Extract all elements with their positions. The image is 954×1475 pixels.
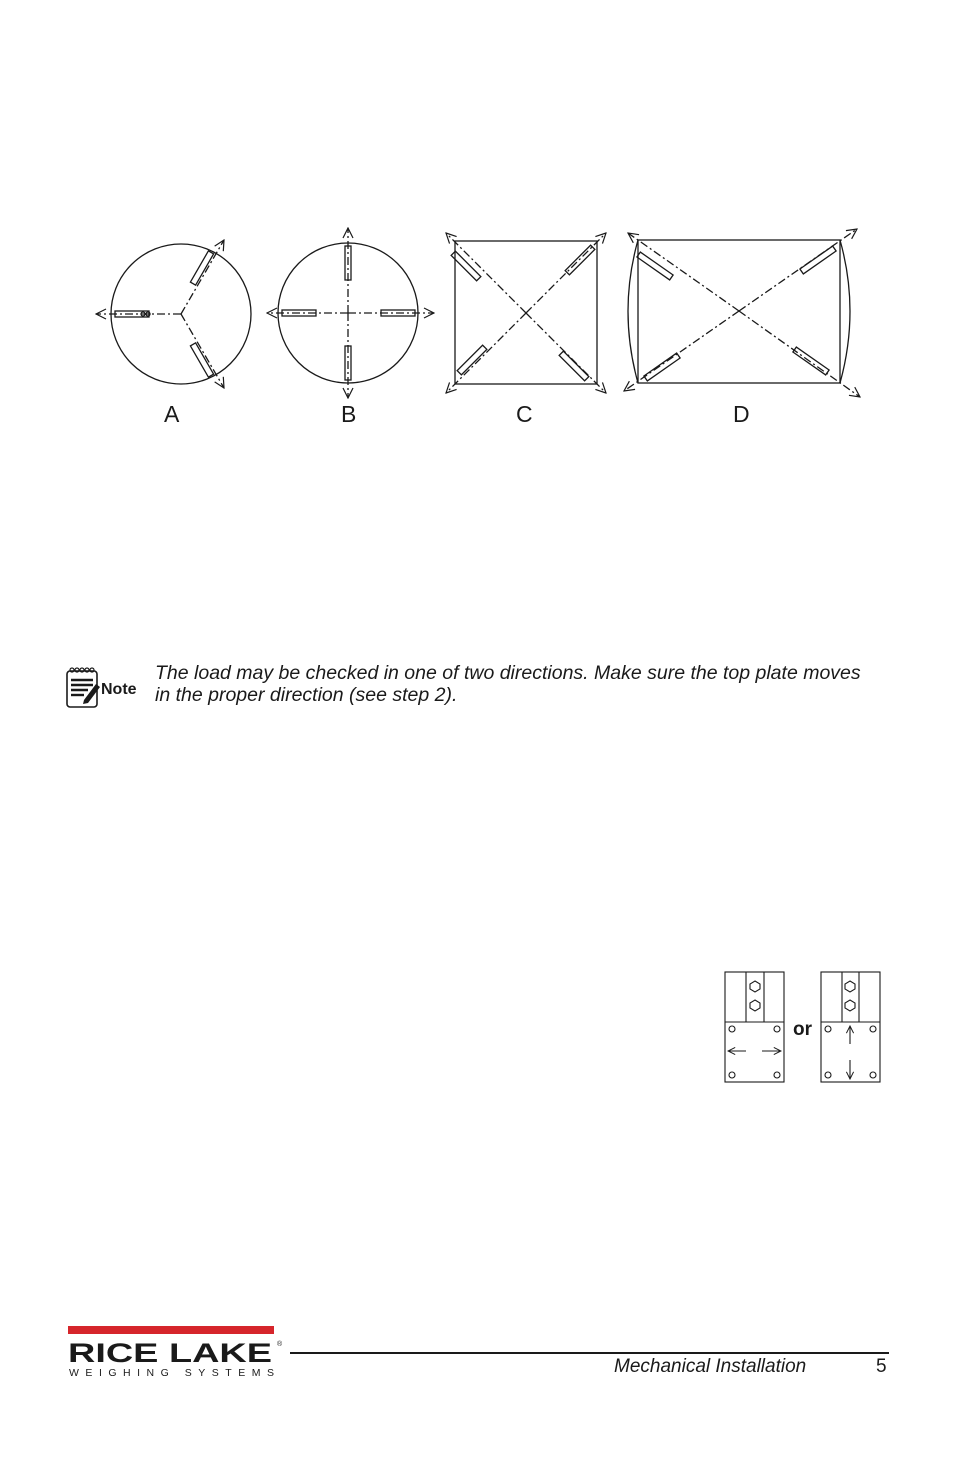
load-cell-d1: [637, 252, 673, 280]
logo-tagline: WEIGHING SYSTEMS: [69, 1367, 275, 1379]
footer-rule: [290, 1352, 889, 1354]
rice-lake-logo: [68, 1324, 283, 1380]
svg-text:®: ®: [277, 1341, 283, 1348]
plate-horizontal-movement: [725, 972, 784, 1082]
footer-page-number: 5: [876, 1356, 887, 1377]
layout-b-four-cell-circle: [267, 228, 434, 398]
note-text: The load may be checked in one of two directions. Make sure the top plate moves in the proper direction (see step 2).: [155, 662, 861, 706]
figure-label-b: B: [341, 401, 357, 427]
load-cell-a3: [190, 343, 213, 377]
top-plate-direction-figure: [720, 968, 890, 1088]
note-icon: [66, 666, 146, 710]
layout-d-rectangular-platform: [624, 229, 860, 397]
figure-label-c: C: [516, 401, 533, 427]
layout-a-three-cell-circle: [96, 240, 251, 388]
plate-vertical-movement: [821, 972, 880, 1082]
load-cell-d2: [800, 246, 836, 274]
logo-wordmark: RICE LAKE: [68, 1338, 272, 1368]
load-cell-c3: [457, 345, 487, 375]
load-cell-c2: [565, 245, 595, 275]
plate-figure-or: or: [793, 1019, 812, 1040]
figure-label-a: A: [164, 401, 180, 427]
load-cell-d3: [644, 353, 680, 381]
figure-label-d: D: [733, 401, 750, 427]
footer-section-title: Mechanical Installation: [614, 1356, 807, 1377]
load-cell-c4: [559, 351, 589, 381]
load-cell-arrangement-diagram: [0, 0, 954, 440]
layout-c-square-platform: [446, 233, 606, 393]
note-icon-label: Note: [101, 681, 137, 698]
load-cell-a2: [190, 251, 213, 285]
